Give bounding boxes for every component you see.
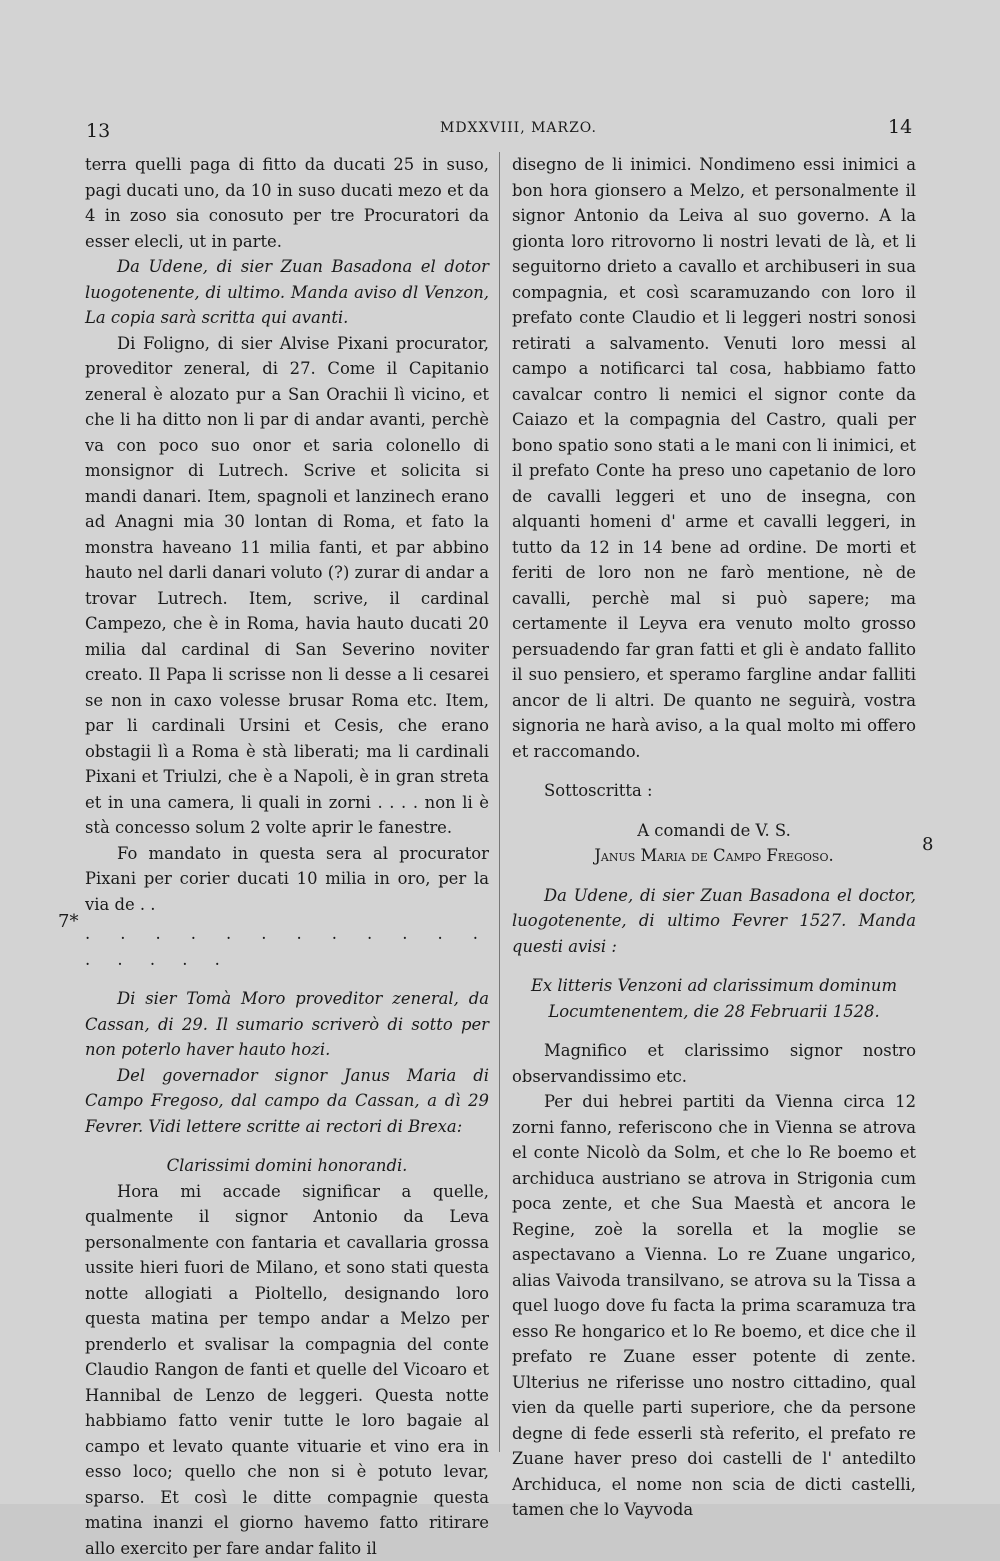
left-column <box>85 152 489 1561</box>
page-number-left: 13 <box>86 120 110 142</box>
signature-note: Sottoscritta : <box>512 778 916 804</box>
paragraph: Da Udene, di sier Zuan Basadona el dotor luogotenente, di ultimo. Manda aviso dl Venzon, La copia sarà scritta qui avanti. <box>85 254 489 331</box>
page-number-right: 14 <box>888 116 912 138</box>
closing-line: A comandi de V. S. <box>512 818 916 844</box>
paragraph: Di Foligno, di sier Alvise Pixani procurator, proveditor zeneral, di 27. Come il Capitanio zeneral è alozato pur a San Orachii lì vicino, et che li ha ditto non li par di andar avanti, perchè va con poco suo onor et saria colonello di monsignor di Lutrech. Scrive et solicita si mandi danari. Item, spagnoli et lanzinech erano ad Anagni mia 30 lontan di Roma, et fato la monstra haveano 11 milia fanti, et par abbino hauto nel darli danari voluto (?) zurar di andar a trovar Lutrech. Item, scrive, il cardinal Campezo, che è in Roma, havia hauto ducati 20 milia dal cardinal di San Severino noviter creato. Il Papa li scrisse non li desse a li cesarei se non in caxo volesse brusar Roma etc. Item, par li cardinali Ursini et Cesis, che erano obstagii lì a Roma è stà liberati; ma li cardinali Pixani et Triulzi, che è a Napoli, è in gran streta et in una camera, li quali in zorni . . . . non li è stà concesso solum 2 volte aprir le fanestre. <box>85 331 489 841</box>
margin-note-right: 8 <box>922 834 933 855</box>
column-divider <box>499 152 500 1452</box>
signatory-name: Janus Maria de Campo Fregoso. <box>512 843 916 869</box>
ellipsis-line: . . . . . . . . . . . . . . . . . <box>85 921 489 972</box>
margin-note-left: 7* <box>58 911 78 932</box>
paragraph: terra quelli paga di fitto da ducati 25 in suso, pagi ducati uno, da 10 in suso ducati mezo et da 4 in zoso sia conosuto per tre Procuratori da esser elecli, ut in parte. <box>85 152 489 254</box>
paragraph: Di sier Tomà Moro proveditor zeneral, da Cassan, di 29. Il sumario scriverò di sotto per non poterlo haver hauto hozi. <box>85 986 489 1063</box>
paragraph: disegno de li inimici. Nondimeno essi inimici a bon hora gionsero a Melzo, et personalmente il signor Antonio da Leiva al suo governo. A la gionta loro ritrovorno li nostri levati de là, et li seguitorno drieto a cavallo et archibuseri in sua compagnia, et così scaramuzando con loro il prefato conte Claudio et li leggeri nostri sonosi retirati a salvamento. Venuti loro messi al campo a notificarci tal cosa, habbiamo fatto cavalcar contro li nemici el signor conte da Caiazo et la compagnia del Castro, quali per bono spatio sono stati a le mani con li inimici, et il prefato Conte ha preso uno capetanio de loro de cavalli leggeri et uno de insegna, con alquanti homeni d' arme et cavalli leggeri, in tutto da 12 in 14 bene ad ordine. De morti et feriti de loro non ne farò mentione, nè de cavalli, perchè mal si può sapere; ma certamente il Leyva era venuto molto grosso persuadendo far gran fatti et gli è andato fallito il suo pensiero, et speramo fargline andar falliti ancor de li altri. De quanto ne seguirà, vostra signoria ne harà aviso, a la qual molto mi offero et raccomando. <box>512 152 916 764</box>
running-title: MDXXVIII, MARZO. <box>440 120 597 136</box>
paragraph: Fo mandato in questa sera al procurator Pixani per corier ducati 10 milia in oro, per la via de . . <box>85 841 489 918</box>
section-heading: Ex litteris Venzoni ad clarissimum dominum Locumtenentem, die 28 Februarii 1528. <box>512 973 916 1024</box>
right-column <box>512 152 916 1523</box>
paragraph: Hora mi accade significar a quelle, qualmente il signor Antonio da Leva personalmente con fantaria et cavallaria grossa ussite hieri fuori de Milano, et sono stati questa notte allogiati a Pioltello, designando loro questa matina per tempo andar a Melzo per prenderlo et svalisar la compagnia del conte Claudio Rangon de fanti et quelle del Vicoaro et Hannibal de Lenzo de leggeri. Questa notte habbiamo fatto venir tutte le loro bagaie al campo et levato quante vituarie et vino era in esso loco; quello che non si è potuto levar, sparso. Et così le ditte compagnie questa matina inanzi el giorno havemo fatto ritirare allo exercito per fare andar falito il <box>85 1179 489 1561</box>
paragraph: Magnifico et clarissimo signor nostro observandissimo etc. <box>512 1038 916 1089</box>
paragraph: Da Udene, di sier Zuan Basadona el doctor, luogotenente, di ultimo Fevrer 1527. Manda questi avisi : <box>512 883 916 960</box>
page-header <box>0 116 1000 146</box>
letter-salutation: Clarissimi domini honorandi. <box>85 1153 489 1179</box>
paragraph: Del governador signor Janus Maria di Campo Fregoso, dal campo da Cassan, a dì 29 Fevrer. Vidi lettere scritte ai rectori di Brexa: <box>85 1063 489 1140</box>
paragraph: Per dui hebrei partiti da Vienna circa 12 zorni fanno, referiscono che in Vienna se atrova el conte Nicolò da Solm, et che lo Re boemo et archiduca austriano se atrova in Strigonia cum poca zente, et che Sua Maestà et ancora le Regine, zoè la sorella et la moglie se aspectavano a Vienna. Lo re Zuane ungarico, alias Vaivoda transilvano, se atrova su la Tissa a quel luogo dove fu facta la prima scaramuza tra esso Re hongarico et lo Re boemo, et dice che il prefato re Zuane esser potente di zente. Ulterius ne riferisse uno nostro cittadino, qual vien da quelle parti superiore, che da persone degne di fede esserli stà referito, el prefato re Zuane haver preso doi castelli de l' antedilto Archiduca, el nome non scia de dicti castelli, tamen che lo Vayvoda <box>512 1089 916 1523</box>
